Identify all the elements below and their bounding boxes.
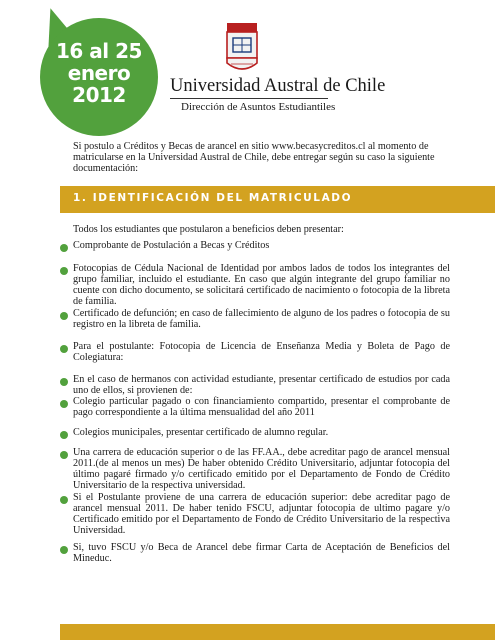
bullet-icon xyxy=(60,267,68,275)
date-badge-line-3: 2012 xyxy=(72,83,126,107)
bullet-icon xyxy=(60,345,68,353)
list-item-text: Si, tuvo FSCU y/o Beca de Arancel debe firmar Carta de Aceptación de Beneficios del Mineduc. xyxy=(73,542,450,564)
bullet-icon xyxy=(60,546,68,554)
department-name: Dirección de Asuntos Estudiantiles xyxy=(181,101,336,113)
list-item-text: Comprobante de Postulación a Becas y Créditos xyxy=(73,240,270,251)
bullet-icon xyxy=(60,451,68,459)
section-title: 1. IDENTIFICACIÓN DEL MATRICULADO xyxy=(73,192,353,204)
bullet-icon xyxy=(60,496,68,504)
footer-bar xyxy=(60,624,495,640)
list-item-text: Una carrera de educación superior o de las FF.AA., debe acreditar pago de arancel mensual 2011.(de al menos un mes) De haber obtenido Crédito Universitario, adjuntar fotocopia del último pagaré firmado y/o certificado emitido por el Departamento de Fondo de Crédito Universitario de la respectiva universidad. xyxy=(73,447,450,491)
date-badge-line-1: 16 al 25 xyxy=(56,39,142,63)
list-item-text: Colegio particular pagado o con financiamiento compartido, presentar el comprobante de pago correspondiente a la última mensualidad del año 2011 xyxy=(73,396,450,418)
requirements-lead: Todos los estudiantes que postularon a beneficios deben presentar: xyxy=(73,224,344,235)
list-item-text: Si el Postulante proviene de una carrera de educación superior: debe acreditar pago de arancel mensual 2011. De haber tenido FSCU, adjuntar fotocopia de ultimo pagare y/o Certificado emitido por el Departamento de Fondo de Crédito Universitario de la respectiva Universidad. xyxy=(73,492,450,536)
header-divider xyxy=(170,98,328,99)
date-badge-text xyxy=(40,40,158,106)
bullet-icon xyxy=(60,378,68,386)
list-item-text: En el caso de hermanos con actividad estudiante, presentar certificado de estudios por cada uno de ellos, si provienen de: xyxy=(73,374,450,396)
bullet-icon xyxy=(60,431,68,439)
bullet-icon xyxy=(60,400,68,408)
intro-paragraph: Si postulo a Créditos y Becas de arancel en sitio www.becasycreditos.cl al momento de matricularse en la Universidad Austral de Chile, debe entregar según su caso la siguiente documentación: xyxy=(73,141,435,174)
university-name: Universidad Austral de Chile xyxy=(170,76,386,96)
list-item-text: Para el postulante: Fotocopia de Licencia de Enseñanza Media y Boleta de Pago de Colegiatura: xyxy=(73,341,450,363)
university-crest-icon xyxy=(224,23,260,75)
date-badge-line-2: enero xyxy=(67,61,131,85)
bullet-icon xyxy=(60,244,68,252)
list-item-text: Colegios municipales, presentar certificado de alumno regular. xyxy=(73,427,329,438)
list-item-text: Certificado de defunción; en caso de fallecimiento de alguno de los padres o fotocopia de su registro en la libreta de familia. xyxy=(73,308,450,330)
list-item-text: Fotocopias de Cédula Nacional de Identidad por ambos lados de todos los integrantes del grupo familiar, incluido el estudiante. En caso que algún integrante del grupo familiar no cuente con dicho documento, se solicitará certificado de nacimiento o fotocopia de la libreta de familia. xyxy=(73,263,450,307)
bullet-icon xyxy=(60,312,68,320)
